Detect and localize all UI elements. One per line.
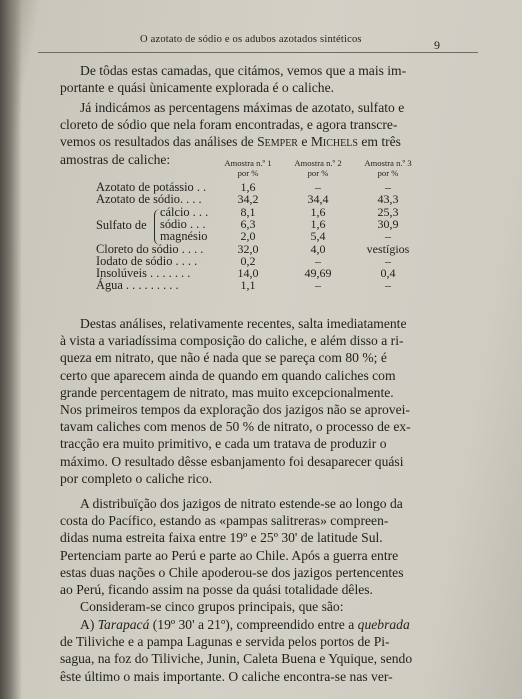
table-cell: 1,6: [310, 204, 326, 219]
table-cell: 34,2: [237, 192, 259, 207]
table-cell: 5,4: [310, 229, 326, 244]
text-line: à vista a variadíssima composição do caliche, e além disso a ri-: [60, 333, 404, 349]
running-title: O azotato de sódio e os adubos azotados sintéticos: [140, 34, 362, 45]
text-line: estas duas nações o Chile apoderou-se dos jazigos pertencentes: [60, 564, 404, 580]
page-number: 9: [434, 38, 440, 52]
text-line: tracção era muito primitivo, e cada um tratava de produzir o: [60, 436, 387, 452]
text-line: costa do Pacífico, estando as «pampas salitreras» compreen-: [60, 513, 389, 529]
column-header-2: Amostra n.º 2 por %: [294, 158, 342, 178]
table-row-label: Azotato de potássio . .: [96, 180, 207, 194]
table-row-label: Iodato de sódio . . . .: [96, 253, 198, 268]
group-label-sulfato: Sulfato de: [96, 218, 147, 232]
table-row-label: magnésio: [160, 229, 208, 244]
table-cell: –: [315, 253, 321, 268]
table-row-label: Azotato de sódio. . . .: [96, 192, 202, 207]
paragraph-5: [60, 616, 412, 685]
text-line: tavam caliches com menos de 50 % de nitrato, o processo de ex-: [60, 419, 411, 435]
paragraph-1: [60, 62, 406, 96]
text-line: portante e quási ùnicamente explorada é o caliche.: [60, 80, 335, 96]
table-cell: 1,6: [240, 180, 256, 194]
table-cell: –: [385, 278, 391, 293]
author-name: Michels: [310, 134, 358, 150]
header-rule: [38, 52, 478, 53]
text-line: didas numa estreita faixa entre 19º e 25º 30' de latitude Sul.: [60, 530, 383, 546]
table-cell: –: [315, 180, 321, 194]
text-line: cloreto de sódio que nela foram encontradas, e agora transcre-: [60, 117, 398, 133]
text-line: queza em nitrato, que não é nada que se pareça com 80 %; é: [60, 350, 387, 366]
text-line: Pertenciam parte ao Perú e parte ao Chile. Após a guerra entre: [60, 547, 399, 563]
text-line: ao Perú, ficando assim na posse da quási totalidade dêles.: [60, 582, 373, 598]
text-line: por completo o caliche rico.: [60, 470, 213, 486]
book-page: [30, 0, 508, 699]
column-header-3: Amostra n.º 3 por %: [364, 158, 412, 178]
paragraph-4: [60, 495, 404, 615]
table-cell: –: [315, 278, 321, 293]
table-cell: 2,0: [240, 229, 256, 244]
table-cell: 32,0: [237, 241, 259, 256]
author-name: Semper: [257, 134, 298, 150]
table-cell: 14,0: [237, 266, 259, 281]
text-line: sagua, na foz do Tiliviche, Junin, Caleta Buena e Yquique, sendo: [60, 651, 413, 667]
text-line: grande percentagem de nitrato, mas muito excepcionalmente.: [60, 384, 394, 400]
text-line: êste último o mais importante. O caliche encontra-se nas ver-: [60, 668, 393, 684]
table-cell: 1,1: [240, 278, 256, 293]
table-cell: 6,3: [240, 216, 256, 231]
table-cell: 0,4: [380, 266, 396, 281]
text-line: certo que aparecem ainda de quando em quando caliches com: [60, 367, 396, 383]
table-cell: 1,6: [310, 216, 326, 231]
table-row-label: Água . . . . . . . . .: [96, 278, 179, 293]
table-cell: 49,69: [304, 266, 332, 281]
table-cell: 8,1: [240, 204, 256, 219]
table-row-label: Insolúveis . . . . . . .: [96, 266, 191, 281]
table-cell: 25,3: [377, 204, 399, 219]
table-cell: vestígios: [366, 241, 410, 256]
text-line: de Tiliviche e a pampa Lagunas e servida pelos portos de Pi-: [60, 634, 390, 650]
table-row-label: cálcio . . .: [160, 204, 209, 219]
text-line: Destas análises, relativamente recentes, salta imediatamente: [80, 316, 407, 331]
text-line: De tôdas estas camadas, que citámos, vemos que a mais im-: [80, 63, 407, 78]
text-line: Já indicámos as percentagens máximas de azotato, sulfato e: [80, 100, 405, 115]
table-cell: 0,2: [240, 253, 256, 268]
text-line: A) Tarapacá (19º 30' a 21º), compreendido entre a quebrada: [80, 617, 410, 632]
table-row-label: sódio . . .: [160, 216, 206, 231]
table-cell: 4,0: [310, 241, 326, 256]
text-line: máximo. O resultado dêsse esbanjamento foi desaparecer quási: [60, 453, 404, 469]
text-line: Nos primeiros tempos da exploração dos jazigos não se aprovei-: [60, 402, 410, 418]
table-cell: 34,4: [307, 192, 329, 207]
text-line: amostras de caliche:: [60, 151, 171, 167]
region-name: Tarapacá: [97, 617, 150, 632]
table-cell: –: [385, 229, 391, 244]
table-cell: –: [385, 180, 391, 194]
paragraph-3: [60, 315, 411, 487]
table-cell: 30,9: [377, 216, 399, 231]
text-line: vemos os resultados das análises de Semper e Michels em três: [60, 134, 401, 150]
column-header-1: Amostra n.º 1 por %: [224, 158, 272, 178]
book-binding-shadow: [0, 0, 22, 699]
table-cell: 43,3: [377, 192, 399, 207]
text-line: A distribuïção dos jazigos de nitrato estende-se ao longo da: [80, 496, 403, 511]
text-line: Consideram-se cinco grupos principais, que são:: [80, 599, 344, 615]
table-cell: –: [385, 253, 391, 268]
table-row-label: Cloreto do sódio . . . .: [96, 241, 204, 256]
